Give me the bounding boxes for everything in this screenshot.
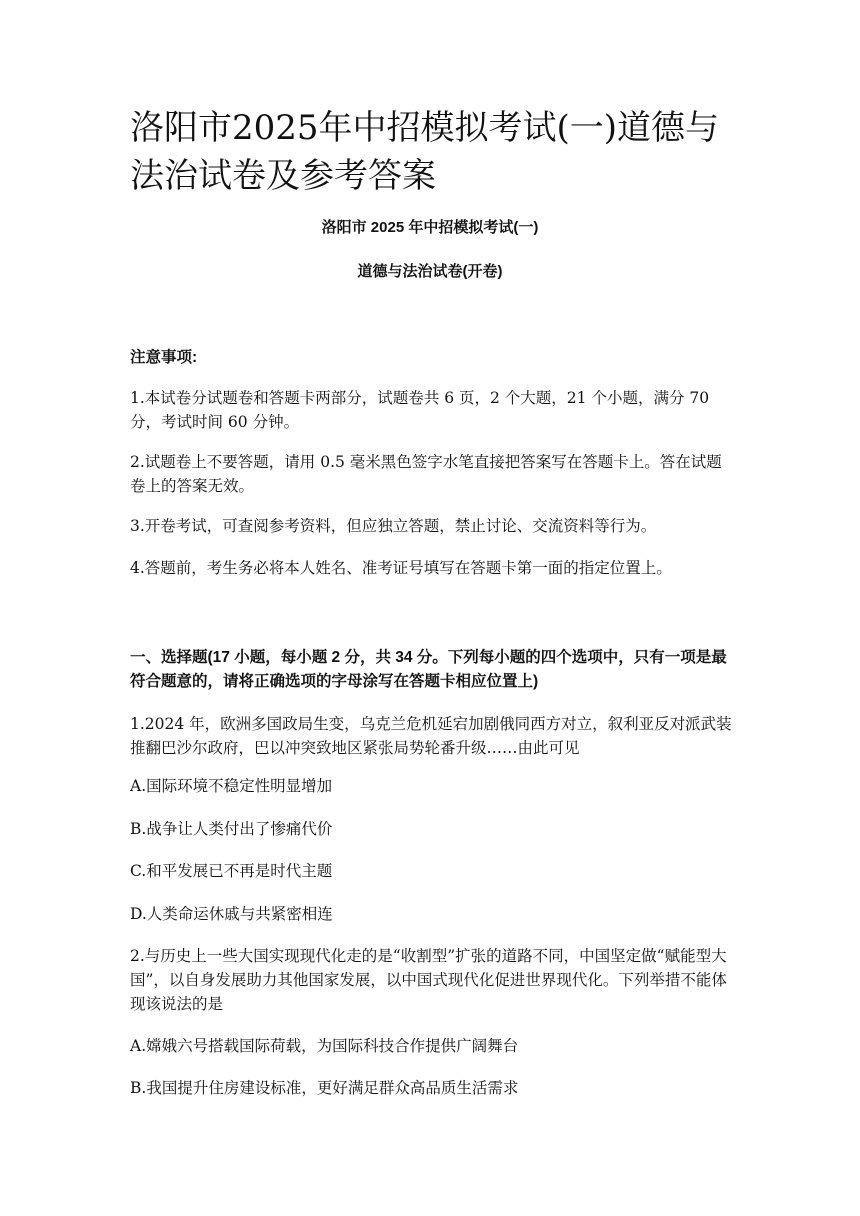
document-title: 洛阳市2025年中招模拟考试(一)道德与法治试卷及参考答案 [130,108,720,196]
question-1-stem: 1.2024 年，欧洲多国政局生变，乌克兰危机延宕加剧俄同西方对立，叙利亚反对派武装推翻巴沙尔政府，巴以冲突致地区紧张局势轮番升级……由此可见 [130,715,732,757]
notice-item-1: 1.本试卷分试题卷和答题卡两部分，试题卷共 6 页，2 个大题，21 个小题，满分 70 分，考试时间 60 分钟。 [130,389,710,431]
notice-heading: 注意事项: [130,349,198,366]
notice-item-2: 2.试题卷上不要答题，请用 0.5 毫米黑色签字水笔直接把答案写在答题卡上。答在试题卷上的答案无效。 [130,453,722,495]
question-1-option-c: C.和平发展已不再是时代主题 [130,862,333,880]
notice-item-4: 4.答题前，考生务必将本人姓名、准考证号填写在答题卡第一面的指定位置上。 [130,559,672,577]
question-2-option-b: B.我国提升住房建设标准，更好满足群众高品质生活需求 [130,1079,519,1097]
section1-heading: 一、选择题(17 小题，每小题 2 分，共 34 分。下列每小题的四个选项中，只有一项是最符合题意的，请将正确选项的字母涂写在答题卡相应位置上) [130,649,727,690]
question-1-option-a: A.国际环境不稳定性明显增加 [130,777,333,795]
exam-header-line2: 道德与法治试卷(开卷) [357,263,503,280]
notice-item-3: 3.开卷考试，可查阅参考资料，但应独立答题，禁止讨论、交流资料等行为。 [130,517,657,535]
question-1-option-d: D.人类命运休戚与共紧密相连 [130,905,333,923]
question-2-stem: 2.与历史上一些大国实现现代化走的是“收割型”扩张的道路不同，中国坚定做“赋能型大国”，以自身发展助力其他国家发展，以中国式现代化促进世界现代化。下列举措不能体现该说法的是 [130,947,727,1013]
exam-header-line1: 洛阳市 2025 年中招模拟考试(一) [321,219,539,236]
question-2-option-a: A.嫦娥六号搭载国际荷载，为国际科技合作提供广阔舞台 [130,1037,519,1055]
question-1-option-b: B.战争让人类付出了惨痛代价 [130,820,333,838]
